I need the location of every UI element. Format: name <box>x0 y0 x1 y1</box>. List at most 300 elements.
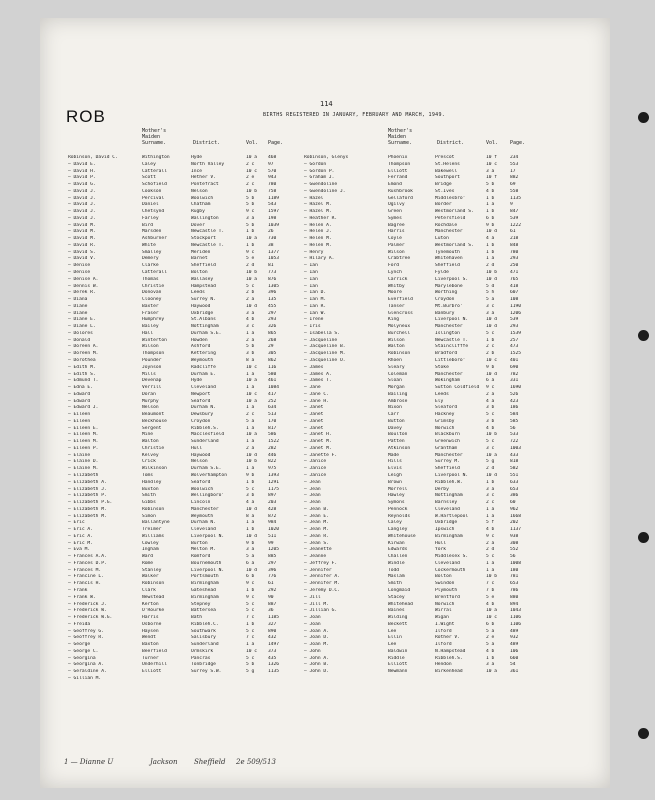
entry-page: 765 <box>510 276 519 282</box>
entry-maiden: Stacey <box>388 594 405 600</box>
entry-district: Blackburn <box>435 432 460 438</box>
entry-row <box>304 500 544 507</box>
entry-maiden: Boulton <box>388 432 408 438</box>
vol-header: Vol. <box>486 140 499 146</box>
entry-district: Whitehaven <box>435 256 463 262</box>
entry-row <box>304 514 544 521</box>
entry-name: — Gillian M. <box>68 675 102 681</box>
entry-name: — Dolores <box>68 330 93 336</box>
entry-name: — Helen M. <box>304 242 332 248</box>
entry-vol: 10 d <box>486 371 498 377</box>
entry-maiden: Newstead <box>142 594 165 600</box>
entry-name: — Jacqueline O. <box>304 357 346 363</box>
entry-name: — Jeremy D.C. <box>304 588 340 593</box>
entry-page: 511 <box>268 533 277 539</box>
entry-district: Rugby <box>191 209 205 215</box>
entry-district: Hull <box>435 540 447 546</box>
entry-page: 1597 <box>268 209 280 215</box>
entry-district: Ilford <box>435 642 452 648</box>
entry-row <box>68 554 308 561</box>
entry-page: 1106 <box>510 621 522 627</box>
entry-maiden: Cookson <box>142 188 162 194</box>
entry-vol: 1 a <box>246 642 255 648</box>
entry-row <box>68 344 308 351</box>
entry-vol: 6 b <box>486 215 495 221</box>
entry-vol: 2 e <box>246 175 255 181</box>
entry-district: Woolwich <box>191 486 214 492</box>
entry-vol: 10 c <box>246 648 258 654</box>
register-title: BIRTHS REGISTERED IN JANUARY, FEBRUARY AND MARCH, 1949. <box>263 112 446 118</box>
entry-row <box>304 243 544 250</box>
entry-name: — Jean S. <box>304 540 329 546</box>
entry-row <box>304 487 544 494</box>
entry-page: 56 <box>510 425 516 431</box>
entry-page: 396 <box>268 290 277 296</box>
entry-district: Manchester <box>435 452 463 458</box>
entry-row <box>68 602 308 609</box>
entry-maiden: Handley <box>142 479 162 485</box>
entry-maiden: Morgan <box>388 385 405 391</box>
entry-vol: 10 b <box>486 270 498 276</box>
entry-vol: 4 b <box>486 527 495 533</box>
entry-maiden: Palmer <box>388 242 405 248</box>
entry-page: 1525 <box>510 351 522 357</box>
district-header: District. <box>437 140 465 146</box>
entry-page: 60 <box>510 500 516 506</box>
entry-district: Sunderland <box>191 439 219 445</box>
entry-district: Grimsby <box>435 418 455 424</box>
entry-name: — Elizabeth A. <box>68 479 107 485</box>
entry-maiden: Caley <box>388 520 402 526</box>
entry-district: Newcastle T. <box>435 337 469 343</box>
entry-maiden: Riddle <box>388 655 405 661</box>
entry-vol: 5 c <box>486 439 495 445</box>
entry-row <box>304 669 544 676</box>
entry-vol: 8 a <box>246 513 255 519</box>
entry-vol: 10 b <box>486 432 498 438</box>
page-header: Page. <box>268 140 284 146</box>
entry-district: Banbury <box>435 310 455 316</box>
entry-maiden: Moore <box>388 290 402 296</box>
entry-vol: 1 a <box>486 202 495 208</box>
entry-maiden: Baines <box>388 608 405 614</box>
entry-vol: 10 c <box>486 161 498 167</box>
entry-page: 653 <box>510 581 519 587</box>
entry-page: 782 <box>510 371 519 377</box>
entry-page: 455 <box>268 303 277 309</box>
entry-maiden: Lee <box>388 642 397 648</box>
entry-name: — Jeanette <box>304 547 332 553</box>
entry-row <box>68 270 308 277</box>
entry-page: 586 <box>268 432 277 438</box>
entry-page: 1137 <box>510 527 522 533</box>
entry-name: — Elaine M. <box>68 466 99 472</box>
entry-row <box>304 459 544 466</box>
entry-name: — Edmund T. <box>68 378 99 384</box>
entry-maiden: Winterton <box>142 337 167 343</box>
entry-row <box>304 182 544 189</box>
entry-vol: 3 c <box>486 445 495 451</box>
entry-district: Ormskirk <box>191 648 214 654</box>
entry-page: 292 <box>268 588 277 593</box>
entry-row <box>304 277 544 284</box>
entry-row <box>304 581 544 588</box>
entry-row <box>68 649 308 656</box>
entry-page: 526 <box>510 391 519 397</box>
entry-district: Liverpool N. <box>435 472 469 478</box>
entry-maiden: Simon <box>142 513 156 519</box>
entry-vol: 10 f <box>486 155 498 160</box>
entry-district: Mt.Burbro' <box>435 303 463 309</box>
entry-page: 252 <box>268 398 277 404</box>
entry-page: 297 <box>268 310 277 316</box>
entry-page: 428 <box>268 506 277 512</box>
entry-maiden: White <box>142 242 156 248</box>
entry-row <box>304 324 544 331</box>
entry-district: Chatham <box>191 202 211 208</box>
entry-row <box>68 419 308 426</box>
entry-row <box>304 568 544 575</box>
entry-district: Sheffield <box>191 263 216 269</box>
entry-page: 218 <box>510 236 519 242</box>
entry-row <box>304 547 544 554</box>
entry-name: — Elaine <box>68 452 91 458</box>
entry-row <box>68 574 308 581</box>
entry-maiden: Caley <box>142 161 156 167</box>
entry-name: — Joan A. <box>304 628 329 634</box>
entry-maiden: Pennock <box>388 506 408 512</box>
entry-vol: 10 a <box>486 608 498 614</box>
entry-name: — Diana <box>68 297 88 303</box>
entry-row <box>304 554 544 561</box>
entry-page: 1135 <box>510 195 522 201</box>
entry-page: 585 <box>510 418 519 424</box>
entry-vol: 10 d <box>246 567 258 573</box>
entry-vol: 5 c <box>246 655 255 661</box>
entry-page: 872 <box>268 513 277 519</box>
entry-page: 17 <box>510 168 516 174</box>
entry-vol: 10 b <box>246 188 258 194</box>
entry-district: Uxbridge <box>191 310 214 316</box>
entry-name: — Frederick W. <box>68 608 107 614</box>
entry-maiden: Baxter <box>142 303 159 309</box>
entry-maiden: Patten <box>388 439 405 445</box>
entry-page: 552 <box>510 547 519 553</box>
entry-maiden: Smith <box>388 581 402 587</box>
entry-district: Leeds <box>191 290 205 296</box>
entry-row <box>304 608 544 615</box>
entry-page: 786 <box>510 588 519 593</box>
entry-row <box>68 372 308 379</box>
entry-district: Durham N. <box>191 405 216 411</box>
entry-maiden: Turner <box>142 655 159 661</box>
entry-district: Croydon <box>191 418 211 424</box>
entry-row <box>304 480 544 487</box>
entry-page: 653 <box>510 486 519 492</box>
entry-maiden: Doran <box>142 391 156 397</box>
entry-name: — Jacqueline <box>304 337 338 343</box>
entry-name: — Eileen E. <box>68 425 99 431</box>
entry-vol: 10 d <box>246 533 258 539</box>
entry-row <box>68 514 308 521</box>
entry-vol: 2 a <box>246 297 255 303</box>
entry-district: Norwich <box>435 425 455 431</box>
entry-page: 202 <box>510 520 519 526</box>
entry-maiden: Rushbrook <box>388 188 413 194</box>
entry-row <box>68 399 308 406</box>
entry-page: 186 <box>510 405 519 411</box>
entry-page: 473 <box>510 344 519 350</box>
entry-maiden: Burchell <box>388 330 411 336</box>
entry-name: — Janice <box>304 466 327 472</box>
entry-name: — John D. <box>304 669 329 675</box>
entry-row <box>68 365 308 372</box>
entry-row <box>68 189 308 196</box>
entry-district: Wirral <box>435 608 452 614</box>
entry-page: 423 <box>510 398 519 404</box>
entry-name: — Jean E. <box>304 513 329 519</box>
entry-vol: 4 b <box>246 317 255 323</box>
entry-district: Derby <box>435 486 449 492</box>
entry-row <box>68 432 308 439</box>
entry-district: Melton M. <box>191 547 216 553</box>
entry-name: — Hazel M. <box>304 209 332 215</box>
entry-vol: 5 g <box>486 459 495 465</box>
entry-name: — Gordon <box>304 161 327 167</box>
entry-maiden: Brown <box>388 479 402 485</box>
entry-name: — Graham J. <box>304 175 335 181</box>
entry-district: Pontefract <box>191 182 219 188</box>
entry-vol: 5 e <box>486 594 495 600</box>
entry-vol: 1 b <box>246 621 255 627</box>
entry-district: Tynemouth <box>435 249 460 255</box>
entry-name: — George <box>68 642 91 648</box>
entry-row <box>68 568 308 575</box>
vol-header: Vol. <box>246 140 259 146</box>
entry-row <box>304 426 544 433</box>
entry-vol: 1 a <box>246 405 255 411</box>
entry-name: — Denise <box>68 263 91 269</box>
entry-page: 780 <box>510 249 519 255</box>
entry-page: 250 <box>510 263 519 269</box>
entry-maiden: Elliott <box>388 662 408 668</box>
entry-district: Battersea <box>191 608 216 614</box>
entry-vol: 2 b <box>486 351 495 357</box>
entry-vol: 1 a <box>246 425 255 431</box>
entry-page: 170 <box>268 418 277 424</box>
entry-vol: 2 c <box>246 161 255 167</box>
entry-district: Prescot <box>435 155 455 160</box>
entry-page: 543 <box>268 202 277 208</box>
entry-page: 1291 <box>268 479 280 485</box>
entry-vol: 10 b <box>246 270 258 276</box>
entry-row <box>68 507 308 514</box>
entry-page: 198 <box>268 215 277 221</box>
entry-page: 1039 <box>268 222 280 228</box>
entry-name: — Janet <box>304 412 324 418</box>
entry-row <box>304 256 544 263</box>
entry-row <box>304 155 544 162</box>
entry-maiden: Donovan <box>142 290 162 296</box>
entry-maiden: Chetsynd <box>142 209 165 215</box>
entry-row <box>68 459 308 466</box>
entry-page: 580 <box>268 371 277 377</box>
entry-vol: 5 e <box>246 256 255 262</box>
entry-district: Norwich <box>435 601 455 607</box>
entry-vol: 9 c <box>486 533 495 539</box>
entry-maiden: Christie <box>142 283 165 289</box>
entry-vol: 2 d <box>486 263 495 269</box>
entry-name: — Edward <box>68 391 91 397</box>
entry-name: — David S. <box>68 249 96 255</box>
entry-page: 539 <box>510 215 519 221</box>
entry-name: — David E. <box>68 161 96 167</box>
entry-district: Dover <box>191 222 205 228</box>
entry-row <box>68 561 308 568</box>
entry-row <box>304 466 544 473</box>
entry-maiden: Clooney <box>142 297 162 303</box>
entry-name: — Joan <box>304 621 321 627</box>
entry-district: North Valley <box>191 161 225 167</box>
entry-page: 1020 <box>268 527 280 533</box>
entry-page: 690 <box>510 364 519 370</box>
entry-row <box>304 358 544 365</box>
entry-name: — Derek R. <box>68 290 96 296</box>
entry-maiden: Bagree <box>388 222 405 228</box>
entry-district: Luton <box>435 236 449 242</box>
entry-maiden: Whitby <box>388 283 405 289</box>
entry-name: — Georgina A. <box>68 662 104 668</box>
entry-maiden: Harris <box>142 615 159 621</box>
entry-name: — Jill <box>304 594 321 600</box>
entry-name: — Jane C. <box>304 391 329 397</box>
entry-name: — Jacqueline M. <box>304 351 346 357</box>
entry-vol: 10 d <box>486 229 498 235</box>
entry-vol: 3 b <box>246 351 255 357</box>
entry-maiden: Marsden <box>142 229 162 235</box>
entry-name: — George C. <box>68 648 99 654</box>
entry-vol: 10 d <box>486 276 498 282</box>
entry-vol: 3 a <box>486 662 495 668</box>
entry-row <box>304 439 544 446</box>
entry-page: 331 <box>510 378 519 384</box>
entry-name: Robinson, Glenys <box>304 155 349 160</box>
entry-maiden: Todd <box>388 567 400 573</box>
entry-vol: 5 c <box>246 601 255 607</box>
entry-district: Birkenhead <box>435 669 463 675</box>
entry-row <box>68 290 308 297</box>
entry-vol: 2 a <box>246 445 255 451</box>
entry-page: 1185 <box>268 615 280 621</box>
entry-vol: 7 c <box>246 635 255 641</box>
entry-district: Ilford <box>435 628 452 634</box>
entry-row <box>68 351 308 358</box>
entry-vol: 1 b <box>486 479 495 485</box>
entry-name: — Jean M. <box>304 520 329 526</box>
entry-row <box>304 209 544 216</box>
entry-row <box>304 527 544 534</box>
entry-page: 962 <box>510 506 519 512</box>
entry-vol: 1 b <box>246 479 255 485</box>
entry-page: 887 <box>268 601 277 607</box>
entry-vol: 4 a <box>486 236 495 242</box>
entry-district: Seaford <box>191 479 211 485</box>
entry-maiden: Kirwan <box>388 540 405 546</box>
entry-name: — Jennifer A. <box>304 574 340 580</box>
entry-page: 822 <box>268 459 277 465</box>
entry-district: Birmingham <box>191 594 219 600</box>
entry-maiden: Osborne <box>142 621 162 627</box>
entry-maiden: Demery <box>142 256 159 262</box>
entry-district: Ribbleh.W. <box>435 479 463 485</box>
entry-vol: 1 a <box>246 439 255 445</box>
entry-vol: 2 d <box>486 466 495 472</box>
entry-name: — Ian W. <box>304 310 327 316</box>
entry-row <box>68 466 308 473</box>
entry-page: 1175 <box>268 486 280 492</box>
entry-district: Stainclifffe <box>435 344 469 350</box>
entry-row <box>68 338 308 345</box>
entry-page: 818 <box>510 459 519 465</box>
entry-page: 433 <box>510 452 519 458</box>
entry-district: Ely <box>435 398 444 404</box>
entry-row <box>68 487 308 494</box>
entry-vol: 10 c <box>486 615 498 621</box>
entry-row <box>68 311 308 318</box>
entry-district: Bolton <box>191 270 208 276</box>
entry-vol: 6 b <box>486 621 495 627</box>
entry-vol: 1 b <box>486 249 495 255</box>
entry-maiden: Daniel <box>142 202 159 208</box>
entry-page: 582 <box>510 466 519 472</box>
entry-row <box>68 446 308 453</box>
entry-row <box>68 284 308 291</box>
entry-maiden: Bailing <box>388 391 408 397</box>
entry-row <box>304 588 544 595</box>
entry-page: 61 <box>268 581 274 587</box>
entry-name: — James A. <box>304 371 332 377</box>
entry-name: — Gordon P. <box>304 168 335 174</box>
entry-page: 361 <box>510 669 519 675</box>
entry-row <box>304 446 544 453</box>
entry-row <box>304 372 544 379</box>
entry-row <box>304 175 544 182</box>
entry-page: 1003 <box>510 445 522 451</box>
entry-vol: 9 c <box>246 209 255 215</box>
entry-maiden: Percival <box>142 195 165 201</box>
entry-district: Swindon <box>435 581 455 587</box>
entry-row <box>68 202 308 209</box>
entry-vol: 3 c <box>486 493 495 499</box>
entry-page: 780 <box>268 182 277 188</box>
entry-page: 1222 <box>510 222 522 228</box>
entry-page: 1206 <box>510 310 522 316</box>
entry-row <box>304 365 544 372</box>
entry-maiden: Carrick <box>388 276 408 282</box>
entry-name: — Eva M. <box>68 547 91 553</box>
entry-district: Barnet <box>191 256 208 262</box>
entry-name: — David J. <box>68 209 96 215</box>
entry-row <box>68 155 308 162</box>
entry-maiden: Catterall <box>142 270 167 276</box>
entry-maiden: Baxton <box>142 642 159 648</box>
entry-vol: 4 b <box>486 188 495 194</box>
entry-district: Wellingboro' <box>191 493 225 499</box>
entry-page: 203 <box>268 500 277 506</box>
entry-district: Brentford <box>435 594 460 600</box>
entry-vol: 2 c <box>246 182 255 188</box>
entry-page: 781 <box>510 574 519 580</box>
